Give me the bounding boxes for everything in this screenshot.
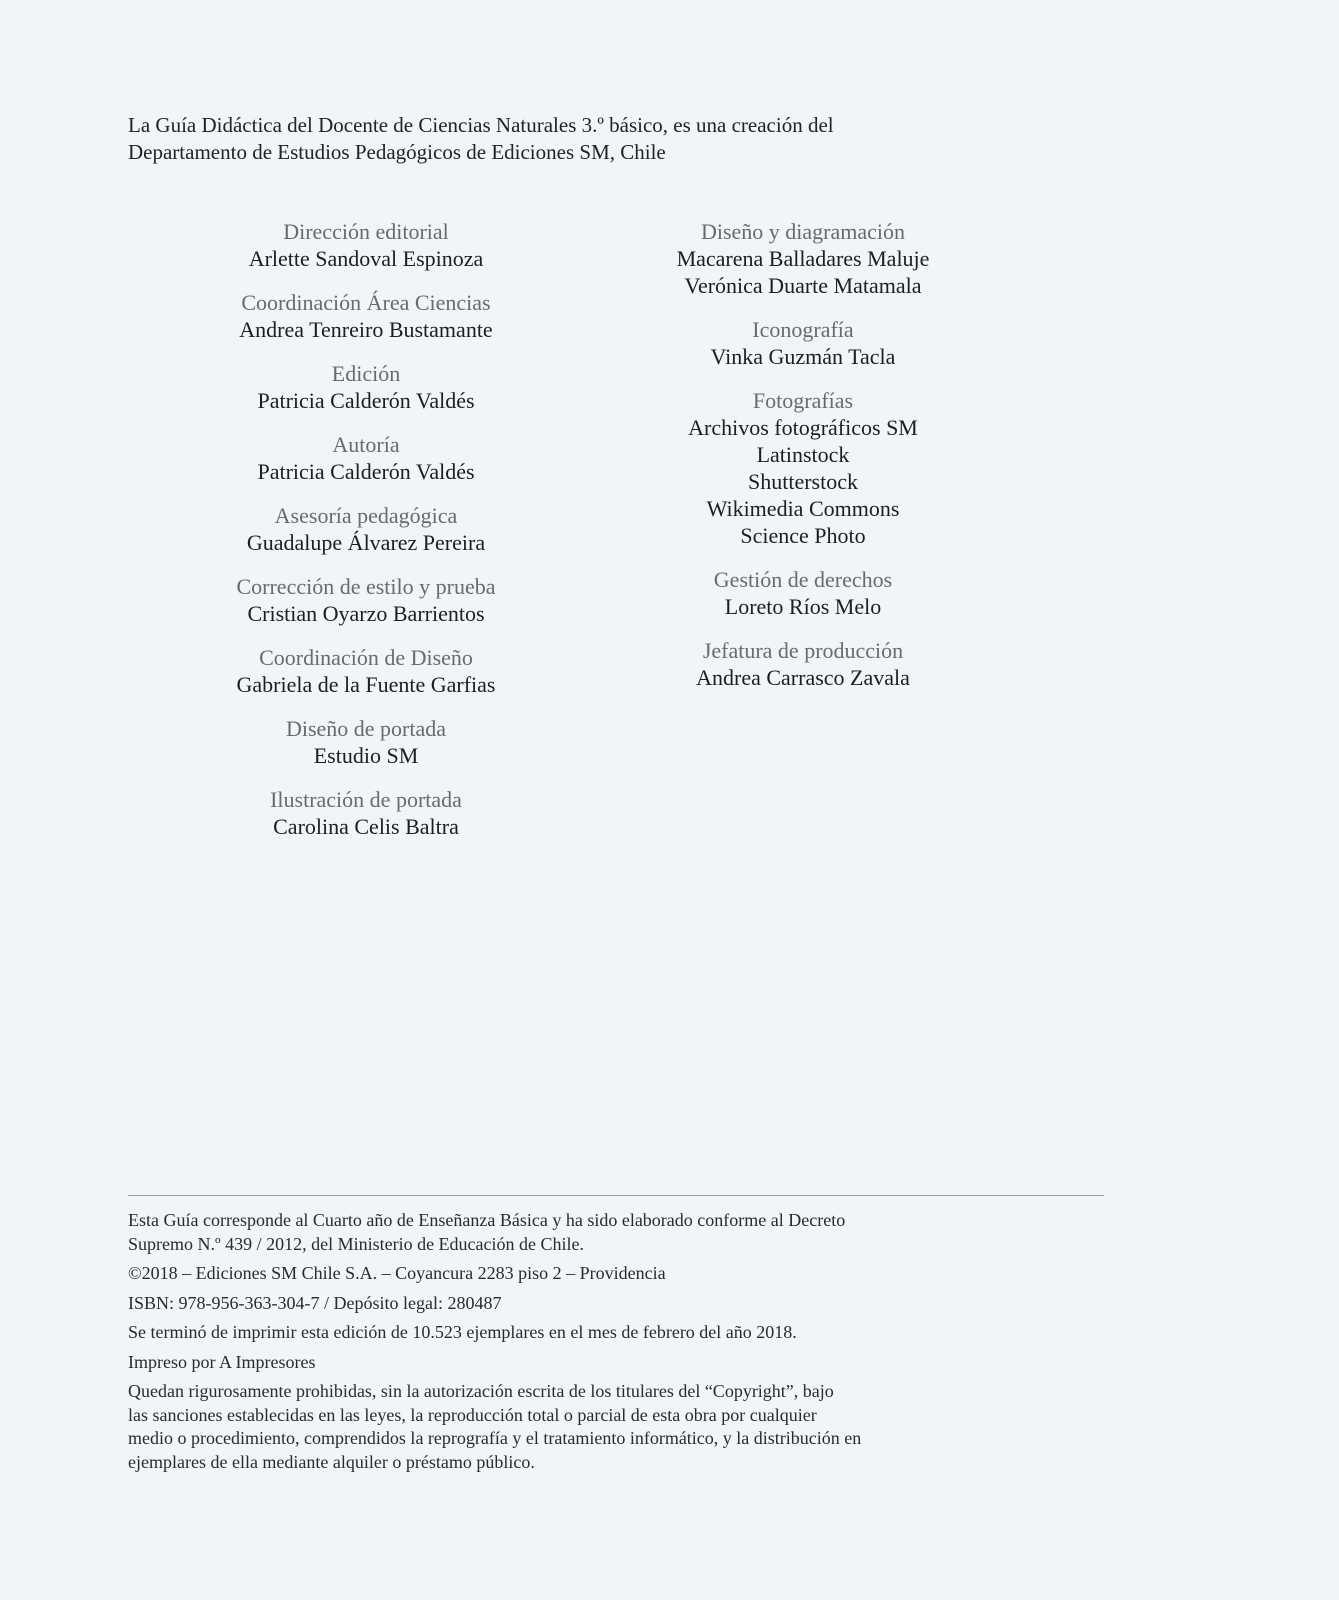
- credit-entry: [643, 637, 963, 691]
- credit-name: Science Photo: [740, 523, 866, 548]
- credit-name: Andrea Carrasco Zavala: [696, 665, 910, 690]
- credit-role: Gestión de derechos: [713, 567, 893, 592]
- intro-line: La Guía Didáctica del Docente de Ciencias Naturales 3.º básico, es una creación del: [128, 113, 834, 137]
- credit-entry: [643, 316, 963, 370]
- rights-line: Quedan rigurosamente prohibidas, sin la autorización escrita de los titulares del “Copyright”, bajo: [128, 1381, 834, 1401]
- credit-name: Latinstock: [756, 442, 850, 467]
- credit-name: Carolina Celis Baltra: [273, 814, 459, 839]
- printing-line: Se terminó de imprimir esta edición de 10.523 ejemplares en el mes de febrero del año 2018.: [128, 1322, 797, 1342]
- credit-role: Diseño de portada: [285, 716, 447, 741]
- credit-role: Iconografía: [752, 317, 854, 342]
- credit-role: Ilustración de portada: [270, 787, 462, 812]
- credit-role: Corrección de estilo y prueba: [236, 574, 496, 599]
- credit-name: Archivos fotográficos SM: [688, 415, 918, 440]
- credit-name: Wikimedia Commons: [706, 496, 900, 521]
- credit-role: Asesoría pedagógica: [274, 503, 458, 528]
- credit-name: Verónica Duarte Matamala: [684, 273, 922, 298]
- credit-entry: [206, 289, 526, 343]
- footer-divider: [128, 1195, 1104, 1196]
- credit-entry: [643, 218, 963, 299]
- credits-right-column: [643, 218, 963, 708]
- credit-name: Gabriela de la Fuente Garfias: [236, 672, 496, 697]
- credit-entry: [206, 218, 526, 272]
- decree-line: Supremo N.º 439 / 2012, del Ministerio de Educación de Chile.: [128, 1233, 585, 1254]
- credit-role: Fotografías: [752, 388, 854, 413]
- credit-name: Patricia Calderón Valdés: [257, 459, 475, 484]
- rights-line: ejemplares de ella mediante alquiler o préstamo público.: [128, 1451, 535, 1472]
- credit-role: Autoría: [332, 432, 400, 457]
- credit-name: Guadalupe Álvarez Pereira: [246, 530, 486, 555]
- credit-name: Shutterstock: [748, 469, 858, 494]
- credit-role: Edición: [331, 361, 401, 386]
- credit-entry: [206, 644, 526, 698]
- credit-role: Coordinación de Diseño: [259, 645, 473, 670]
- intro-text: [128, 112, 1028, 166]
- decree-line: Esta Guía corresponde al Cuarto año de Enseñanza Básica y ha sido elaborado conforme al Decreto: [128, 1210, 846, 1230]
- credit-name: Estudio SM: [313, 743, 419, 768]
- credit-name: Loreto Ríos Melo: [724, 594, 882, 619]
- decree-notice: [128, 1209, 948, 1256]
- legal-footer: [128, 1209, 948, 1480]
- credit-entry: [206, 573, 526, 627]
- intro-line: Departamento de Estudios Pedagógicos de Ediciones SM, Chile: [128, 140, 666, 164]
- credit-entry: [643, 566, 963, 620]
- credit-role: Jefatura de producción: [702, 638, 904, 663]
- credit-entry: [206, 502, 526, 556]
- rights-line: las sanciones establecidas en las leyes, la reproducción total o parcial de esta obra por cualquier: [128, 1404, 817, 1425]
- credit-name: Vinka Guzmán Tacla: [710, 344, 896, 369]
- rights-line: medio o procedimiento, comprendidos la reprografía y el tratamiento informático, y la distribución en: [128, 1428, 862, 1448]
- copyright-line: ©2018 – Ediciones SM Chile S.A. – Coyancura 2283 piso 2 – Providencia: [128, 1263, 666, 1283]
- credit-name: Cristian Oyarzo Barrientos: [247, 601, 485, 626]
- credit-name: Andrea Tenreiro Bustamante: [239, 317, 493, 342]
- credit-role: Coordinación Área Ciencias: [241, 290, 491, 315]
- printer-line: Impreso por A Impresores: [128, 1351, 316, 1372]
- rights-notice: [128, 1380, 948, 1474]
- credit-entry: [206, 431, 526, 485]
- credit-entry: [206, 715, 526, 769]
- credits-left-column: [206, 218, 526, 857]
- credit-role: Diseño y diagramación: [700, 219, 906, 244]
- credit-entry: [643, 387, 963, 549]
- credit-name: Macarena Balladares Maluje: [676, 246, 930, 271]
- credit-entry: [206, 786, 526, 840]
- credit-name: Arlette Sandoval Espinoza: [248, 246, 484, 271]
- credit-entry: [206, 360, 526, 414]
- credit-name: Patricia Calderón Valdés: [257, 388, 475, 413]
- isbn-line: ISBN: 978-956-363-304-7 / Depósito legal: 280487: [128, 1292, 502, 1313]
- credit-role: Dirección editorial: [283, 219, 449, 244]
